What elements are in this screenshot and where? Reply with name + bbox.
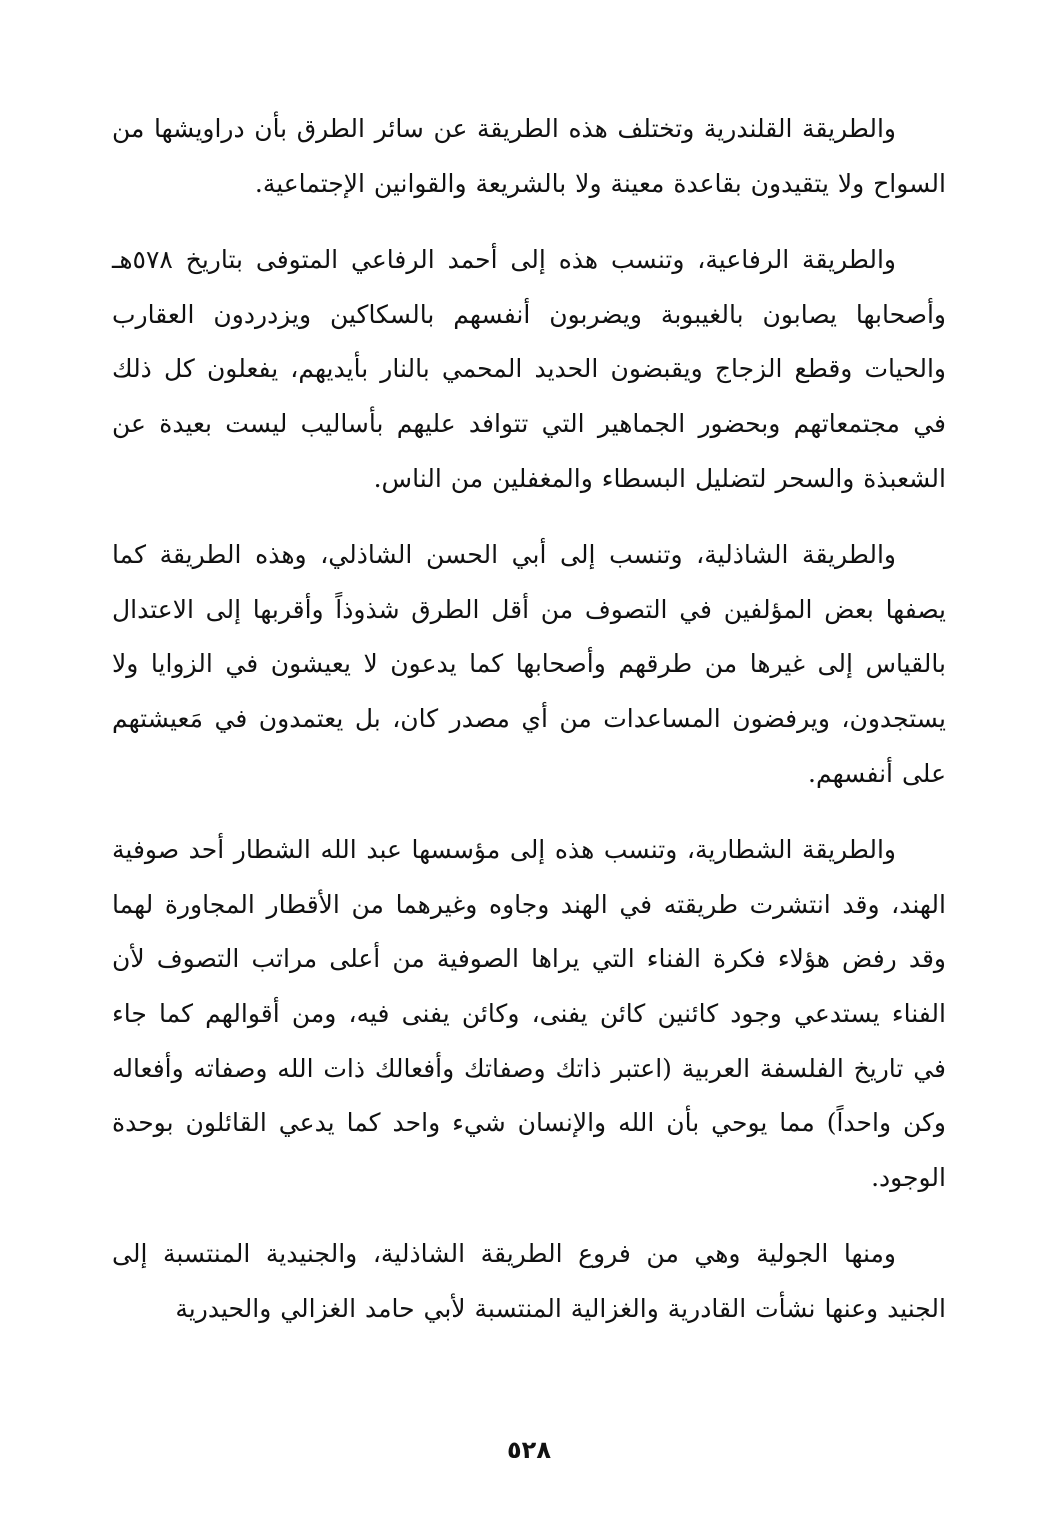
page-number: ٥٢٨	[507, 1436, 551, 1464]
paragraph-shattariya: والطريقة الشطارية، وتنسب هذه إلى مؤسسها عبد الله الشطار أحد صوفية الهند، وقد انتشرت طريقته في الهند وجاوه وغيرهما من الأقطار المجاورة لهما وقد رفض هؤلاء فكرة الفناء التي يراها الصوفية من أعلى مراتب التصوف لأن الفناء يستدعي وجود كائنين كائن يفنى، وكائن يفنى فيه، ومن أقوالهم كما جاء في تاريخ الفلسفة العربية (اعتبر ذاتك وصفاتك وأفعالك ذات الله وصفاته وأفعاله وكن واحداً) مما يوحي بأن الله والإنسان شيء واحد كما يدعي القائلون بوحدة الوجود.	[112, 835, 946, 1192]
paragraph-qalandariya: والطريقة القلندرية وتختلف هذه الطريقة عن سائر الطرق بأن دراويشها من السواح ولا يتقيدون بقاعدة معينة ولا بالشريعة والقوانين الإجتماعية.	[112, 114, 946, 198]
page-body	[112, 102, 946, 1358]
paragraph-rifaiya: والطريقة الرفاعية، وتنسب هذه إلى أحمد الرفاعي المتوفى بتاريخ ٥٧٨هـ وأصحابها يصابون بالغيبوبة ويضربون أنفسهم بالسكاكين ويزدردون العقارب والحيات وقطع الزجاج ويقبضون الحديد المحمي بالنار بأيديهم، يفعلون كل ذلك في مجتمعاتهم وبحضور الجماهير التي تتوافد عليهم بأساليب ليست بعيدة عن الشعبذة والسحر لتضليل البسطاء والمغفلين من الناس.	[112, 245, 946, 493]
paragraph-shadhiliya: والطريقة الشاذلية، وتنسب إلى أبي الحسن الشاذلي، وهذه الطريقة كما يصفها بعض المؤلفين في التصوف من أقل الطرق شذوذاً وأقربها إلى الاعتدال بالقياس إلى غيرها من طرقهم وأصحابها كما يدعون لا يعيشون في الزوايا ولا يستجدون، ويرفضون المساعدات من أي مصدر كان، بل يعتمدون في مَعيشتهم على أنفسهم.	[112, 540, 946, 788]
paragraph-jawliya: ومنها الجولية وهي من فروع الطريقة الشاذلية، والجنيدية المنتسبة إلى الجنيد وعنها نشأت القادرية والغزالية المنتسبة لأبي حامد الغزالي والحيدرية	[112, 1239, 946, 1323]
